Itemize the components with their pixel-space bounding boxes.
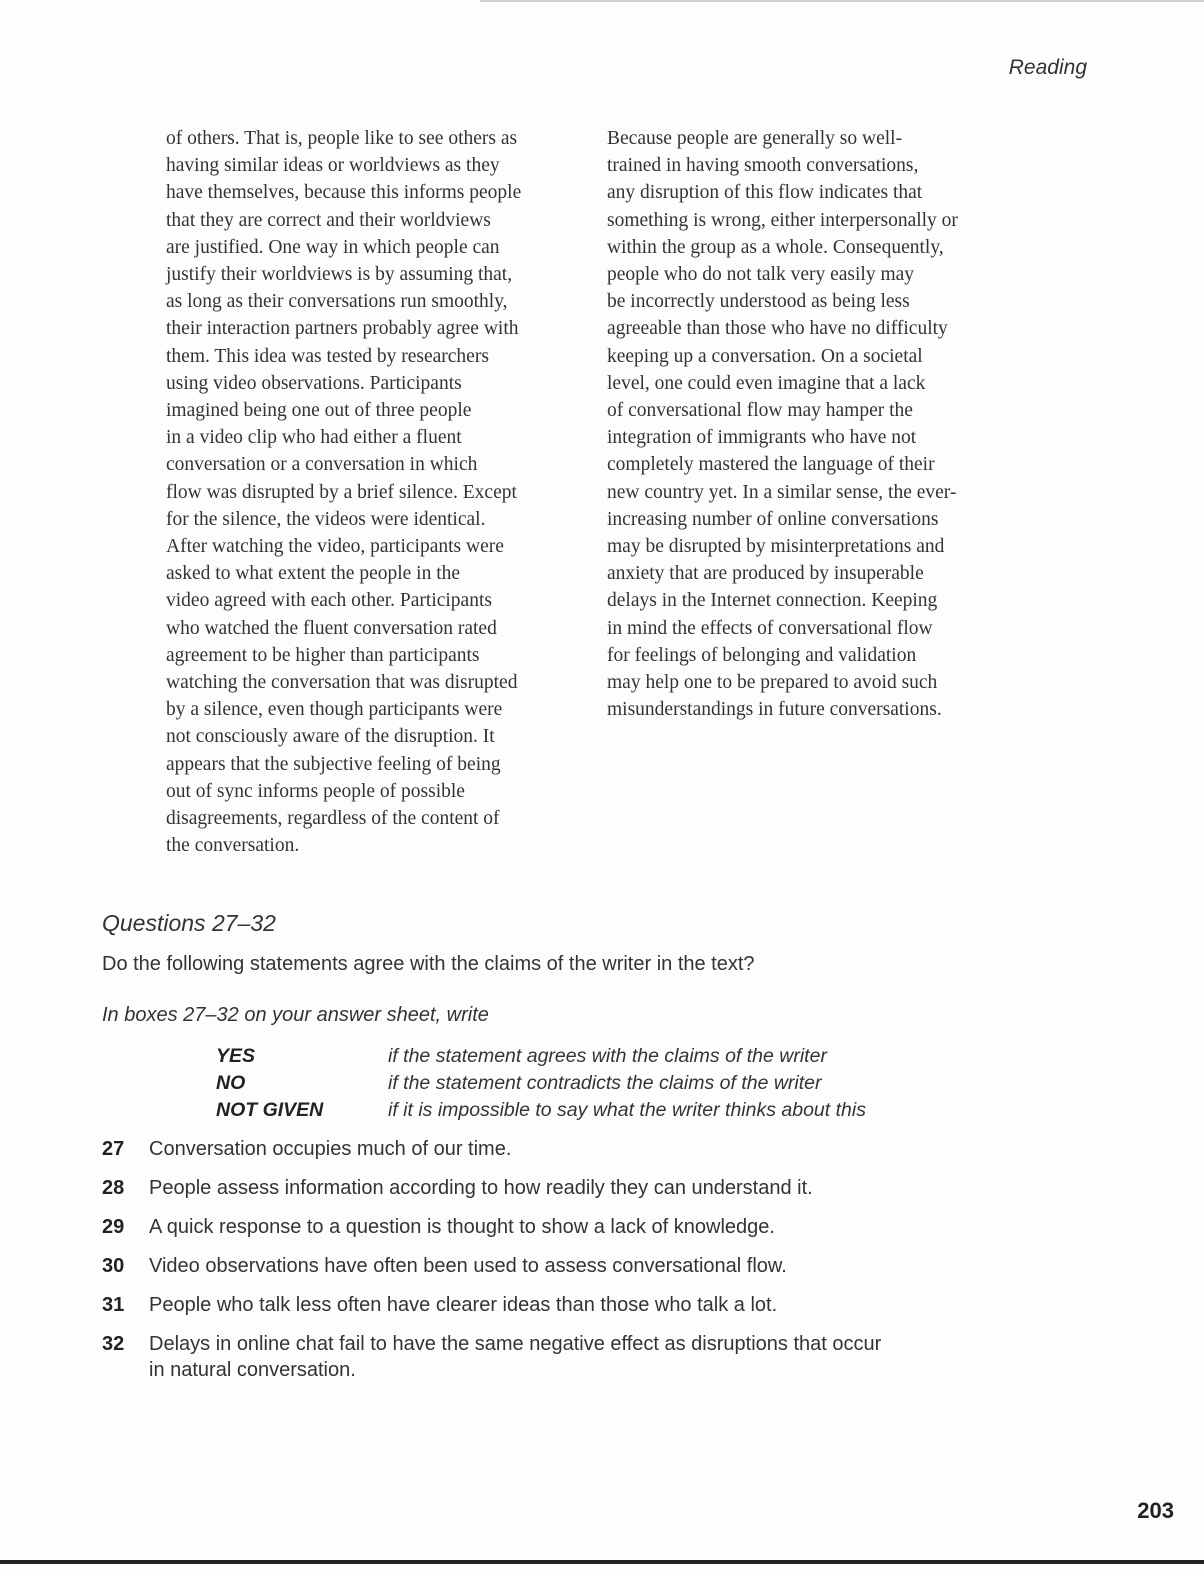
passage-line: imagined being one out of three people — [166, 400, 472, 422]
question-number: 31 — [102, 1294, 125, 1316]
passage-line: any disruption of this flow indicates that — [607, 182, 923, 204]
question-text-line: People who talk less often have clearer ideas than those who talk a lot. — [149, 1294, 778, 1316]
question-text — [149, 1214, 775, 1240]
passage-right-column — [607, 125, 1027, 723]
passage-line: using video observations. Participants — [166, 372, 462, 394]
passage-line: level, one could even imagine that a lack — [607, 372, 926, 394]
question-text — [149, 1292, 777, 1318]
question-text-line: in natural conversation. — [149, 1359, 356, 1381]
passage-line: conversation or a conversation in which — [166, 454, 478, 476]
passage-line: them. This idea was tested by researchers — [166, 345, 489, 367]
passage-line: justify their worldviews is by assuming that, — [166, 264, 513, 286]
question-item — [102, 1175, 982, 1201]
passage-line: people who do not talk very easily may — [607, 264, 915, 286]
passage-line: video agreed with each other. Participants — [166, 590, 492, 612]
passage-line: who watched the fluent conversation rated — [166, 617, 497, 639]
top-rule — [480, 0, 1204, 2]
passage-line: out of sync informs people of possible — [166, 780, 465, 802]
question-text — [149, 1175, 813, 1201]
question-text — [149, 1136, 511, 1162]
answer-key-definition: if the statement agrees with the claims of the writer — [388, 1045, 827, 1067]
question-text-line: A quick response to a question is thought to show a lack of knowledge. — [149, 1216, 775, 1238]
passage-line: as long as their conversations run smoothly, — [166, 291, 508, 313]
question-item — [102, 1253, 982, 1279]
passage-line: Because people are generally so well- — [607, 128, 903, 149]
passage-line: be incorrectly understood as being less — [607, 291, 910, 313]
passage-line: watching the conversation that was disrupted — [166, 672, 518, 694]
page-number: 203 — [1137, 1498, 1174, 1523]
question-number: 32 — [102, 1333, 125, 1355]
running-head: Reading — [1008, 56, 1087, 79]
question-number: 27 — [102, 1138, 125, 1160]
passage-line: within the group as a whole. Consequently, — [607, 236, 944, 258]
question-text-line: Delays in online chat fail to have the same negative effect as disruptions that occur — [149, 1333, 882, 1355]
passage-line: the conversation. — [166, 835, 300, 857]
question-list — [102, 1136, 982, 1396]
question-text-line: Conversation occupies much of our time. — [149, 1138, 512, 1160]
passage-line: increasing number of online conversations — [607, 508, 939, 530]
passage-line: agreement to be higher than participants — [166, 644, 480, 666]
answer-key-term: NO — [216, 1072, 246, 1094]
passage-line: flow was disrupted by a brief silence. Except — [166, 481, 517, 503]
answer-sheet-instruction: In boxes 27–32 on your answer sheet, write — [102, 1004, 489, 1026]
passage-line: have themselves, because this informs people — [166, 182, 522, 204]
passage-line: misunderstandings in future conversations. — [607, 699, 942, 721]
question-item — [102, 1136, 982, 1162]
question-text — [149, 1253, 787, 1279]
answer-key — [216, 1043, 866, 1124]
passage-line: anxiety that are produced by insuperable — [607, 563, 924, 585]
passage-line: for the silence, the videos were identical. — [166, 508, 486, 530]
passage-line: agreeable than those who have no difficulty — [607, 318, 948, 340]
passage-line: completely mastered the language of their — [607, 454, 935, 476]
passage-line: that they are correct and their worldviews — [166, 209, 491, 231]
passage-line: of others. That is, people like to see others as — [166, 128, 518, 149]
passage-line: of conversational flow may hamper the — [607, 400, 913, 422]
questions-instruction: Do the following statements agree with the claims of the writer in the text? — [102, 953, 755, 975]
question-item — [102, 1214, 982, 1240]
passage-line: keeping up a conversation. On a societal — [607, 345, 923, 367]
answer-key-row — [216, 1097, 866, 1124]
question-number: 30 — [102, 1255, 125, 1277]
passage-line: may help one to be prepared to avoid such — [607, 672, 938, 694]
passage-left-column — [166, 125, 586, 859]
question-number: 28 — [102, 1177, 125, 1199]
passage-line: something is wrong, either interpersonally or — [607, 209, 958, 231]
question-item — [102, 1331, 982, 1383]
passage-line: may be disrupted by misinterpretations and — [607, 536, 945, 558]
answer-key-row — [216, 1043, 866, 1070]
question-text-line: People assess information according to how readily they can understand it. — [149, 1177, 813, 1199]
question-text — [149, 1331, 881, 1383]
passage-line: for feelings of belonging and validation — [607, 644, 917, 666]
question-item — [102, 1292, 982, 1318]
answer-key-term: NOT GIVEN — [216, 1099, 324, 1121]
answer-key-term: YES — [216, 1045, 256, 1067]
passage-line: new country yet. In a similar sense, the ever- — [607, 481, 957, 503]
passage-line: not consciously aware of the disruption. It — [166, 726, 495, 748]
answer-key-definition: if the statement contradicts the claims of the writer — [388, 1072, 822, 1094]
passage-line: After watching the video, participants were — [166, 536, 504, 558]
passage-line: asked to what extent the people in the — [166, 563, 461, 585]
bottom-rule — [0, 1560, 1204, 1564]
question-text-line: Video observations have often been used to assess conversational flow. — [149, 1255, 787, 1277]
passage-line: appears that the subjective feeling of being — [166, 753, 501, 775]
answer-key-definition: if it is impossible to say what the writer thinks about this — [388, 1099, 866, 1121]
passage-line: delays in the Internet connection. Keeping — [607, 590, 938, 612]
questions-heading: Questions 27–32 — [102, 910, 276, 936]
passage-line: their interaction partners probably agree with — [166, 318, 519, 340]
passage-line: in a video clip who had either a fluent — [166, 427, 462, 449]
passage-line: are justified. One way in which people can — [166, 236, 500, 258]
question-number: 29 — [102, 1216, 125, 1238]
passage-line: trained in having smooth conversations, — [607, 155, 919, 177]
passage-line: disagreements, regardless of the content of — [166, 808, 500, 830]
passage-line: having similar ideas or worldviews as they — [166, 155, 500, 177]
answer-key-row — [216, 1070, 866, 1097]
passage-line: by a silence, even though participants were — [166, 699, 503, 721]
passage-line: integration of immigrants who have not — [607, 427, 917, 449]
passage-line: in mind the effects of conversational flow — [607, 617, 933, 639]
